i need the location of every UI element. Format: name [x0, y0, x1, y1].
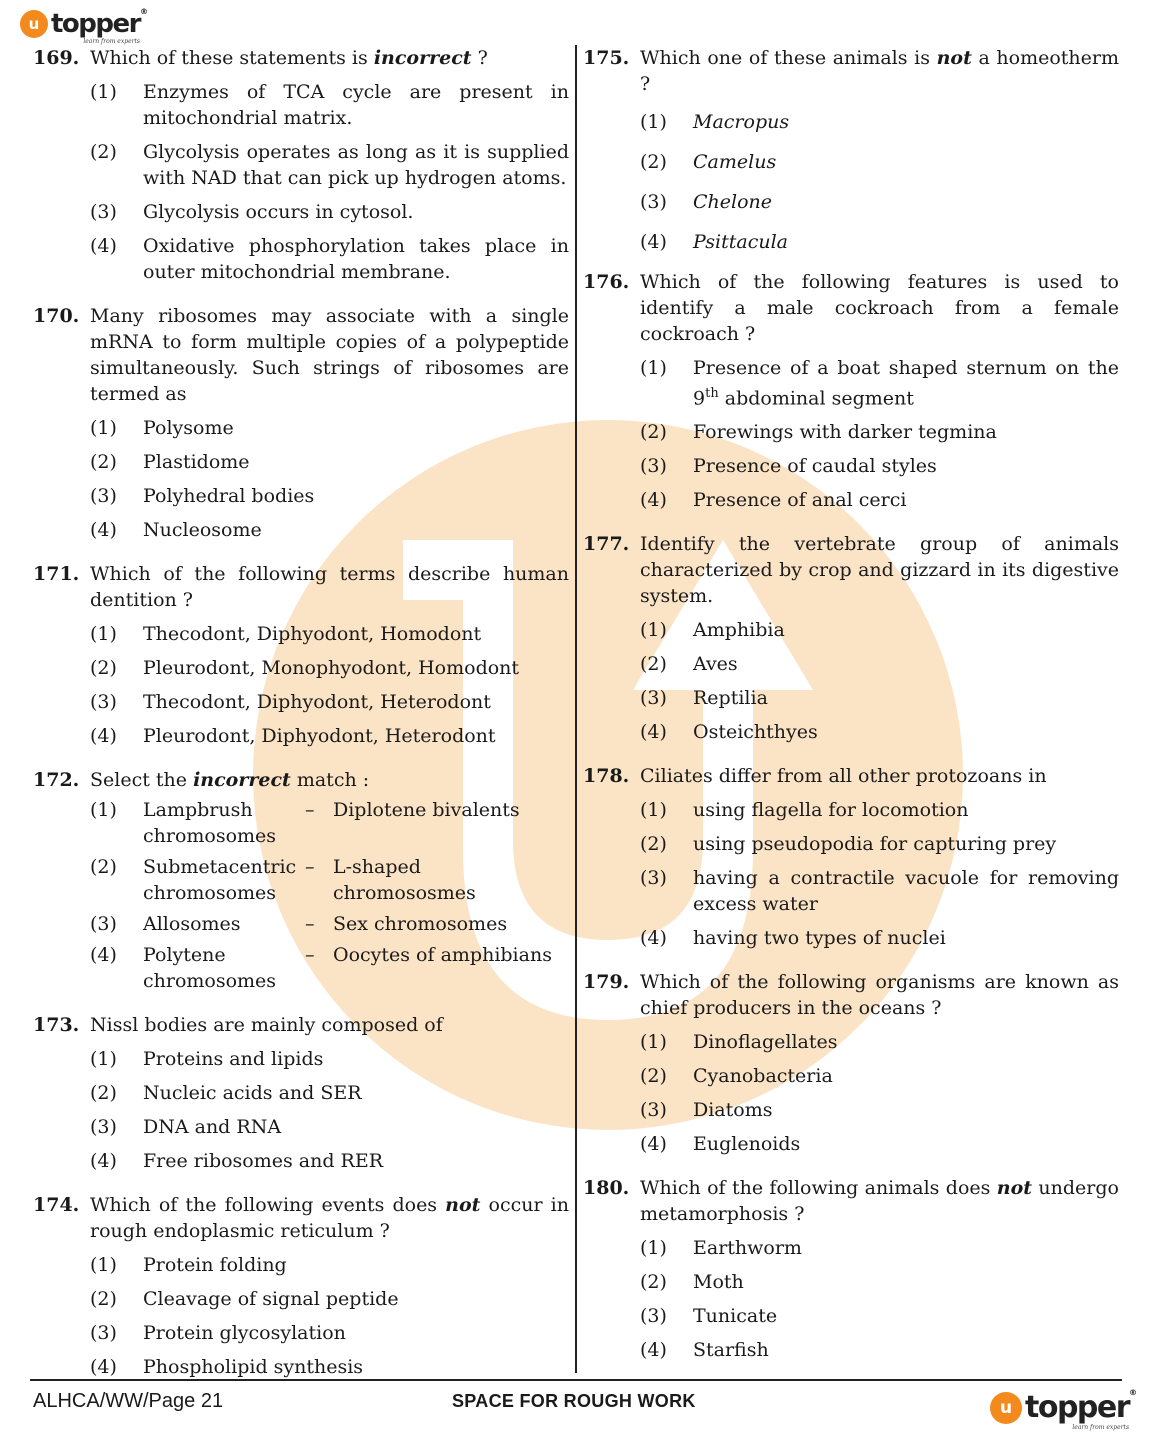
option-2: (2) Moth: [640, 1271, 744, 1294]
match-list: [90, 797, 569, 994]
emphasis: incorrect: [193, 769, 291, 791]
option-4: (4) Osteichthyes: [640, 721, 818, 744]
option-4: (4) Free ribosomes and RER: [90, 1150, 384, 1172]
emphasis: incorrect: [373, 47, 472, 69]
question-text: Which one of these animals is not a homeotherm ?: [640, 47, 1119, 95]
option-4: (4) Starfish: [640, 1339, 769, 1362]
column-divider: [575, 45, 577, 1373]
registered-mark: ®: [1129, 1388, 1138, 1397]
question-number: 169.: [33, 47, 80, 69]
question-text: Many ribosomes may associate with a single mRNA to form multiple copies of a polypeptide simultaneously. Such strings of ribosomes are termed as: [90, 305, 569, 405]
option-list: [90, 1046, 569, 1174]
option-list: [640, 109, 1119, 255]
rough-work-label: SPACE FOR ROUGH WORK: [452, 1391, 696, 1411]
question-number: 174.: [33, 1194, 80, 1216]
option-3: (3) Reptilia: [640, 687, 768, 710]
option-3: (3) Protein glycosylation: [90, 1322, 346, 1344]
question-179: [583, 969, 1119, 1157]
question-171: [33, 561, 569, 749]
question-text: Which of the following organisms are known as chief producers in the oceans ?: [640, 971, 1119, 1020]
superscript: th: [705, 386, 719, 401]
option-2: (2) Camelus: [640, 151, 777, 173]
option-4: (4) Nucleosome: [90, 519, 262, 541]
option-3: (3) having a contractile vacuole for removing excess water: [640, 867, 1119, 916]
question-174: [33, 1192, 569, 1380]
question-number: 172.: [33, 769, 80, 791]
option-list: [640, 1029, 1119, 1157]
option-3: (3) Presence of caudal styles: [640, 455, 937, 478]
question-text: Nissl bodies are mainly composed of: [90, 1014, 443, 1036]
option-2: (2) Aves: [640, 653, 738, 676]
option-3: (3) Thecodont, Diphyodont, Heterodont: [90, 691, 491, 713]
topper-badge-icon: u: [20, 10, 48, 38]
question-178: [583, 763, 1119, 951]
option-1: (1) Macropus: [640, 111, 790, 133]
option-3: (3) Glycolysis occurs in cytosol.: [90, 201, 414, 223]
option-list: [640, 797, 1119, 951]
option-1: (1) using flagella for locomotion: [640, 799, 969, 822]
option-list: [90, 1252, 569, 1380]
option-1: (1) Polysome: [90, 417, 234, 439]
option-1: (1) Dinoflagellates: [640, 1031, 838, 1054]
brand-name: topper: [51, 9, 140, 39]
question-number: 170.: [33, 305, 80, 327]
option-4: (4) Pleurodont, Diphyodont, Heterodont: [90, 725, 496, 747]
topper-badge-icon: u: [990, 1392, 1022, 1424]
option-3: (3) Tunicate: [640, 1305, 778, 1328]
question-number: 180.: [583, 1177, 630, 1200]
option-4: (4) Oxidative phosphorylation takes place in outer mitochondrial membrane.: [90, 235, 569, 283]
question-text: Ciliates differ from all other protozoans in: [640, 765, 1047, 788]
option-list: [640, 355, 1119, 513]
question-text: Which of the following events does not occur in rough endoplasmic reticulum ?: [90, 1194, 569, 1242]
registered-mark: ®: [139, 7, 148, 16]
question-text: Which of the following features is used to identify a male cockroach from a female cockroach ?: [640, 271, 1119, 345]
option-4: (4) Euglenoids: [640, 1133, 801, 1156]
option-list: [640, 1235, 1119, 1363]
emphasis: not: [445, 1194, 481, 1216]
option-1: (1) Earthworm: [640, 1237, 802, 1260]
option-2: (2) using pseudopodia for capturing prey: [640, 833, 1057, 856]
option-2: (2) Cleavage of signal peptide: [90, 1288, 399, 1310]
option-2: (2) Cyanobacteria: [640, 1065, 833, 1088]
option-list: [640, 617, 1119, 745]
topper-wordmark: [1025, 1388, 1138, 1431]
left-column: [33, 45, 569, 1388]
option-list: [90, 415, 569, 543]
question-text: Which of the following animals does not undergo metamorphosis ?: [640, 1177, 1119, 1226]
question-180: [583, 1175, 1119, 1363]
question-number: 178.: [583, 765, 630, 788]
option-1: (1) Thecodont, Diphyodont, Homodont: [90, 623, 482, 645]
question-177: [583, 531, 1119, 745]
brand-name: topper: [1025, 1390, 1130, 1425]
option-1: (1) Protein folding: [90, 1254, 287, 1276]
match-3: (3) Allosomes – Sex chromosomes: [90, 913, 508, 935]
option-3: (3) DNA and RNA: [90, 1116, 282, 1138]
right-column: [583, 45, 1119, 1371]
question-172: [33, 767, 569, 994]
option-3: (3) Diatoms: [640, 1099, 773, 1122]
option-3: (3) Chelone: [640, 191, 773, 213]
match-4: (4) Polytene chromosomes – Oocytes of amphibians: [90, 944, 552, 992]
question-number: 177.: [583, 533, 630, 556]
page-code: ALHCA/WW/Page 21: [33, 1390, 224, 1412]
question-number: 171.: [33, 563, 80, 585]
question-number: 176.: [583, 271, 630, 293]
option-4: (4) Presence of anal cerci: [640, 489, 907, 512]
question-text: Which of the following terms describe human dentition ?: [90, 563, 569, 611]
brand-tagline: learn from experts: [83, 38, 140, 45]
match-1: (1) Lampbrush chromosomes – Diplotene bivalents: [90, 799, 520, 847]
question-170: [33, 303, 569, 543]
question-173: [33, 1012, 569, 1174]
option-1: (1) Presence of a boat shaped sternum on the 9th abdominal segment: [640, 357, 1119, 410]
option-1: (1) Enzymes of TCA cycle are present in mitochondrial matrix.: [90, 81, 569, 129]
brand-tagline: learn from experts: [1072, 1424, 1130, 1431]
emphasis: not: [996, 1177, 1033, 1200]
option-1: (1) Amphibia: [640, 619, 785, 642]
option-2: (2) Glycolysis operates as long as it is supplied with NAD that can pick up hydrogen atoms.: [90, 141, 569, 189]
question-number: 173.: [33, 1014, 80, 1036]
question-176: [583, 269, 1119, 513]
option-4: (4) Psittacula: [640, 231, 788, 253]
topper-logo-bottom: [990, 1388, 1138, 1431]
question-169: [33, 45, 569, 285]
option-1: (1) Proteins and lipids: [90, 1048, 324, 1070]
option-4: (4) having two types of nuclei: [640, 927, 946, 950]
option-2: (2) Plastidome: [90, 451, 250, 473]
option-4: (4) Phospholipid synthesis: [90, 1356, 364, 1378]
option-list: [90, 79, 569, 285]
option-2: (2) Nucleic acids and SER: [90, 1082, 362, 1104]
question-text: Select the incorrect match :: [90, 769, 370, 791]
option-list: [90, 621, 569, 749]
option-2: (2) Forewings with darker tegmina: [640, 421, 997, 444]
match-2: (2) Submetacentric chromosomes – L-shaped chromososmes: [90, 856, 476, 904]
question-number: 175.: [583, 47, 630, 69]
question-number: 179.: [583, 971, 630, 994]
topper-logo-top: [20, 7, 148, 45]
question-text: Identify the vertebrate group of animals characterized by crop and gizzard in its digestive system.: [640, 533, 1119, 608]
option-2: (2) Pleurodont, Monophyodont, Homodont: [90, 657, 520, 679]
topper-wordmark: [51, 7, 148, 45]
emphasis: not: [936, 47, 972, 69]
option-3: (3) Polyhedral bodies: [90, 485, 315, 507]
question-175: [583, 45, 1119, 255]
question-text: Which of these statements is incorrect ?: [90, 47, 488, 69]
